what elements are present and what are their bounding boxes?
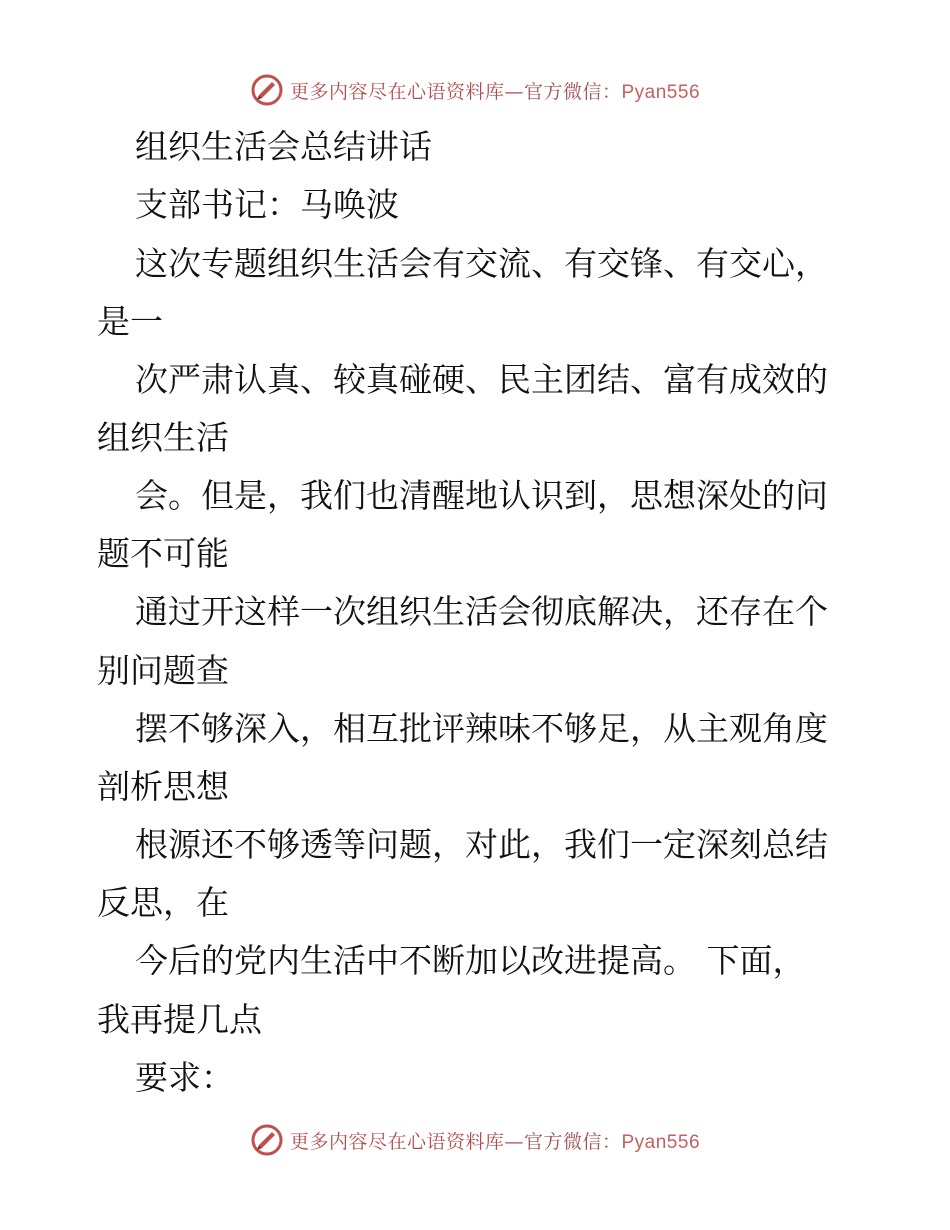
paragraph-line: 剖析思想 [97, 767, 229, 806]
paragraph-line: 我再提几点 [97, 1000, 262, 1039]
paragraph-line: 反思，在 [97, 883, 229, 922]
paragraph-line: 通过开这样一次组织生活会彻底解决，还存在个 [135, 592, 828, 631]
footer-watermark [0, 1120, 950, 1160]
paragraph-line: 要求： [135, 1058, 234, 1097]
paragraph-line: 组织生活 [97, 418, 229, 457]
document-title: 组织生活会总结讲话 [135, 127, 432, 166]
paragraph-line: 这次专题组织生活会有交流、有交锋、有交心， [135, 244, 828, 283]
paragraph-line: 会。但是，我们也清醒地认识到，思想深处的问 [135, 476, 828, 515]
paragraph-line: 别问题查 [97, 651, 229, 690]
paragraph-line: 摆不够深入，相互批评辣味不够足，从主观角度 [135, 709, 828, 748]
paragraph-line: 根源还不够透等问题，对此，我们一定深刻总结 [135, 825, 828, 864]
watermark-text: 更多内容尽在心语资料库—官方微信：Pyan556 [289, 80, 701, 103]
paragraph-line: 题不可能 [97, 534, 229, 573]
paragraph-line: 次严肃认真、较真碰硬、民主团结、富有成效的 [135, 360, 828, 399]
pen-logo-icon [250, 1123, 284, 1157]
paragraph-line: 是一 [97, 302, 163, 341]
watermark-text: 更多内容尽在心语资料库—官方微信：Pyan556 [289, 1130, 701, 1153]
author-line: 支部书记：马唤波 [135, 185, 399, 224]
paragraph-line: 今后的党内生活中不断加以改进提高。 下面， [135, 941, 806, 980]
